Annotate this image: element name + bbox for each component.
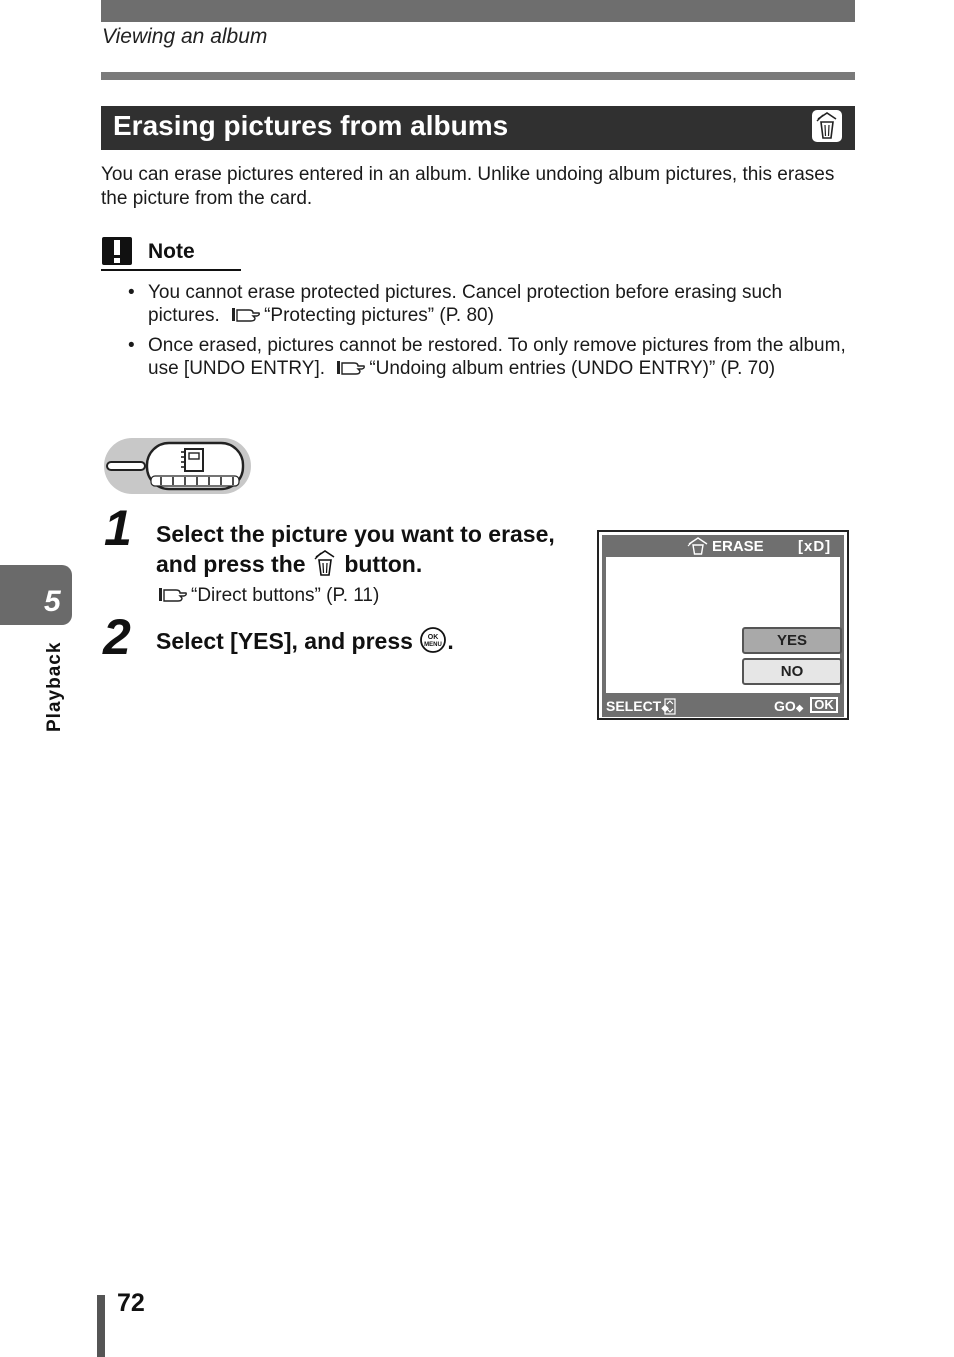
note-text: Once erased, pictures cannot be restored. To only remove pictures from the album, use [UNDO ENTRY]. xyxy=(148,335,846,379)
screen-footer xyxy=(602,695,844,717)
erase-icon xyxy=(812,110,842,142)
screen-body xyxy=(606,557,840,693)
step-number: 1 xyxy=(104,500,132,556)
note-rule xyxy=(101,269,241,271)
section-title: Erasing pictures from albums xyxy=(113,110,509,141)
note-label: Note xyxy=(148,240,195,263)
note-ref: “Undoing album entries (UNDO ENTRY)” (P. 70) xyxy=(369,358,776,379)
note-list xyxy=(128,281,848,387)
mode-dial-icon xyxy=(103,437,253,500)
exclamation-icon xyxy=(102,237,132,265)
step-instruction xyxy=(156,626,454,661)
list-item: • Once erased, pictures cannot be restored. To only remove pictures from the album, use [UNDO ENTRY]. “Undoing album entries (UNDO ENTRY)” (P. 70) xyxy=(128,334,848,383)
yes-option[interactable]: YES xyxy=(742,627,842,654)
step-text-end: . xyxy=(447,628,454,654)
screen-title: ERASE xyxy=(712,538,764,555)
note-ref: “Protecting pictures” (P. 80) xyxy=(264,305,494,326)
erase-button-icon xyxy=(312,549,338,584)
footer-bar xyxy=(97,1295,105,1357)
header-rule xyxy=(101,72,855,80)
go-hint: GO◆ xyxy=(774,698,804,714)
media-indicator: [xD] xyxy=(798,538,832,555)
step-number: 2 xyxy=(103,609,131,665)
header-bar xyxy=(101,0,855,22)
svg-text:OK: OK xyxy=(428,634,439,641)
step-text: Select the picture you want to erase, and press the xyxy=(156,521,555,577)
chapter-tab xyxy=(0,565,72,625)
intro-paragraph: You can erase pictures entered in an album. Unlike undoing album pictures, this erases the picture from the card. xyxy=(101,164,835,209)
page-number: 72 xyxy=(117,1289,145,1317)
step-text-end: button. xyxy=(344,551,423,577)
svg-text:MENU: MENU xyxy=(424,642,443,648)
running-head: Viewing an album xyxy=(102,25,268,48)
up-down-arrows-icon xyxy=(664,698,676,720)
reference-hand-icon xyxy=(231,306,261,330)
list-item: • You cannot erase protected pictures. Cancel protection before erasing such pictures. “Protecting pictures” (P. 80) xyxy=(128,281,848,330)
select-hint: SELECT◆ xyxy=(606,698,669,714)
screen-header xyxy=(602,535,844,557)
chapter-label: Playback xyxy=(44,641,65,732)
no-option[interactable]: NO xyxy=(742,658,842,685)
screen-frame xyxy=(602,535,844,717)
step-instruction xyxy=(156,520,556,584)
step-text: Select [YES], and press xyxy=(156,628,413,654)
chapter-number: 5 xyxy=(44,585,61,618)
step-reference xyxy=(158,585,379,610)
reference-hand-icon xyxy=(336,359,366,383)
ok-indicator: OK xyxy=(810,697,838,713)
reference-hand-icon xyxy=(158,586,188,610)
ok-menu-button-icon xyxy=(419,626,447,661)
camera-screen xyxy=(597,530,849,720)
note-text: You cannot erase protected pictures. Cancel protection before erasing such pictures. xyxy=(148,282,783,326)
step-ref-text: “Direct buttons” (P. 11) xyxy=(191,585,380,606)
